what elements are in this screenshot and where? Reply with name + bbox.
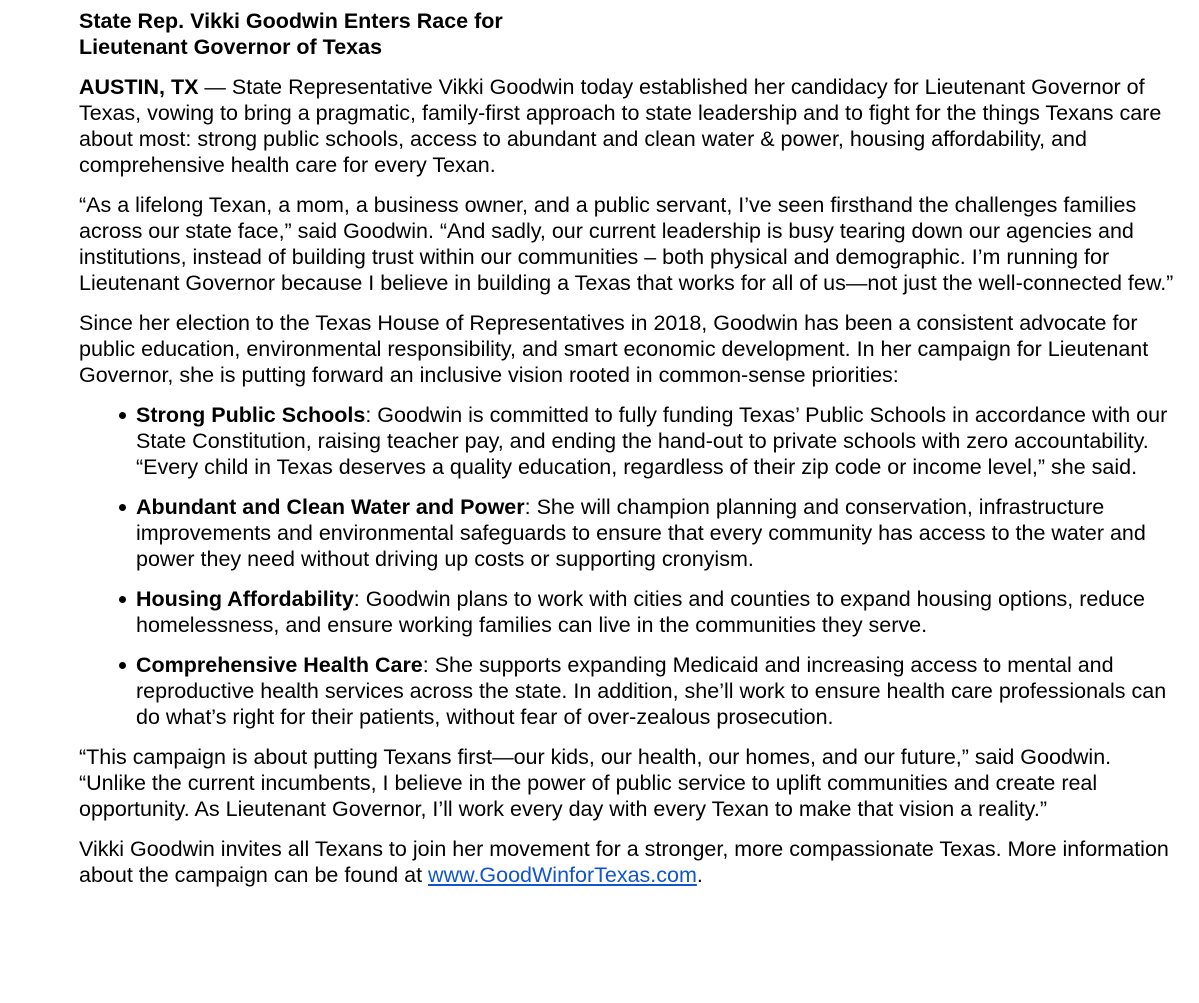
- priority-text: : Goodwin plans to work with cities and counties to expand housing options, reduce homelessness, and ensure working families can live in the communities they serve.: [136, 587, 1145, 637]
- headline-line-2: Lieutenant Governor of Texas: [79, 35, 383, 59]
- priority-title: Comprehensive Health Care: [136, 653, 423, 677]
- headline: [79, 8, 1179, 60]
- list-item: [136, 586, 1179, 638]
- quote-paragraph-2: “This campaign is about putting Texans first—our kids, our health, our homes, and our future,” said Goodwin. “Unlike the current incumbents, I believe in the power of public service to uplift communities and create real opportunity. As Lieutenant Governor, I’ll work every day with every Texan to make that vision a reality.”: [79, 745, 1112, 821]
- dateline: AUSTIN, TX: [79, 75, 199, 99]
- intro-paragraph: [79, 74, 1179, 178]
- dateline-dash: —: [198, 75, 232, 99]
- quote-paragraph-1: “As a lifelong Texan, a mom, a business owner, and a public servant, I’ve seen firsthand the challenges families across our state face,” said Goodwin. “And sadly, our current leadership is busy tearing down our agencies and institutions, instead of building trust within our communities – both physical and demographic. I’m running for Lieutenant Governor because I believe in building a Texas that works for all of us—not just the well-connected few.”: [79, 193, 1174, 295]
- closing-paragraph: [79, 836, 1179, 888]
- closing-text: Vikki Goodwin invites all Texans to join her movement for a stronger, more compassionate Texas. More information about the campaign can be found at: [79, 837, 1169, 887]
- list-item: [136, 402, 1179, 480]
- priority-text: : Goodwin is committed to fully funding Texas’ Public Schools in accordance with our State Constitution, raising teacher pay, and ending the hand-out to private schools with zero accountability. “Every child in Texas deserves a quality education, regardless of their zip code or income level,” she said.: [136, 403, 1168, 479]
- priority-text: : She supports expanding Medicaid and increasing access to mental and reproductive health services across the state. In addition, she’ll work to ensure health care professionals can do what’s right for their patients, without fear of over-zealous prosecution.: [136, 653, 1167, 729]
- background-paragraph: Since her election to the Texas House of Representatives in 2018, Goodwin has been a consistent advocate for public education, environmental responsibility, and smart economic development. In her campaign for Lieutenant Governor, she is putting forward an inclusive vision rooted in common-sense priorities:: [79, 311, 1149, 387]
- priority-text: : She will champion planning and conservation, infrastructure improvements and environmental safeguards to ensure that every community has access to the water and power they need without driving up costs or supporting cronyism.: [136, 495, 1146, 571]
- priority-title: Abundant and Clean Water and Power: [136, 495, 525, 519]
- intro-text: State Representative Vikki Goodwin today established her candidacy for Lieutenant Governor of Texas, vowing to bring a pragmatic, family-first approach to state leadership and to fight for the things Texans care about most: strong public schools, access to abundant and clean water & power, housing affordability, and comprehensive health care for every Texan.: [79, 75, 1162, 177]
- headline-line-1: State Rep. Vikki Goodwin Enters Race for: [79, 9, 503, 33]
- priority-title: Housing Affordability: [136, 587, 354, 611]
- list-item: [136, 494, 1179, 572]
- priorities-list: [79, 402, 1179, 730]
- priority-title: Strong Public Schools: [136, 403, 366, 427]
- list-item: [136, 652, 1179, 730]
- campaign-website-link[interactable]: www.GoodWinforTexas.com: [428, 863, 697, 887]
- closing-end: .: [696, 863, 703, 887]
